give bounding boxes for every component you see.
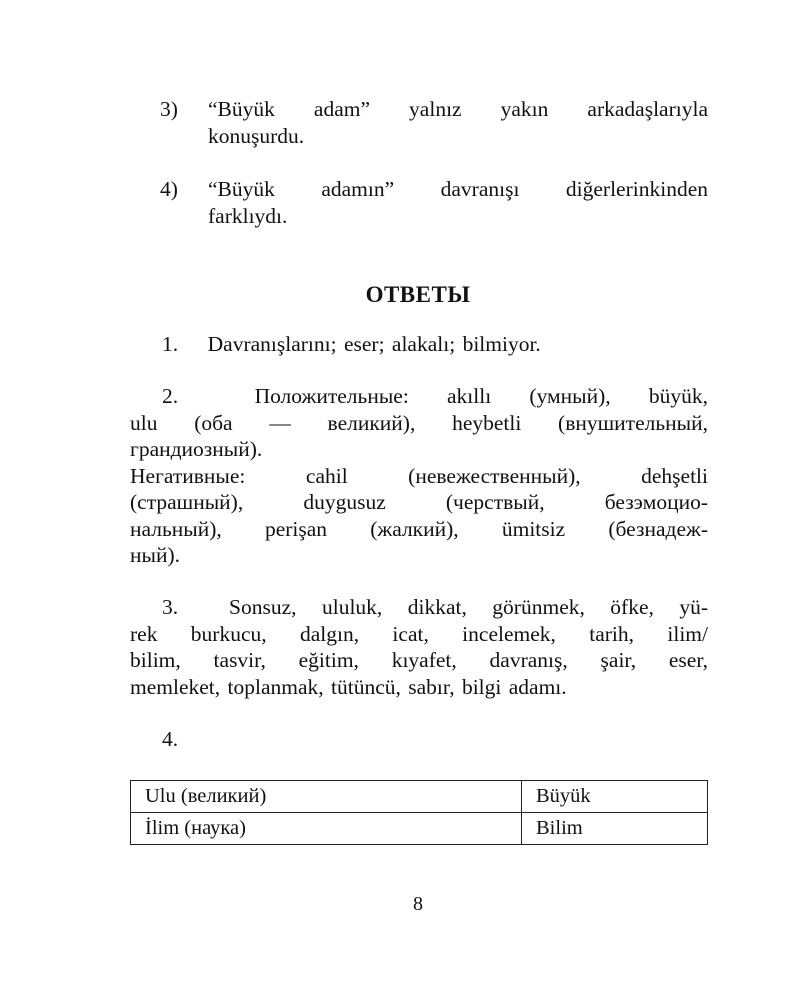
table-cell: Ulu (великий) (131, 781, 522, 813)
question-line: konuşurdu. (208, 123, 305, 148)
answer-paragraph: 1. Davranışlarını; eser; alakalı; bilmiyor. (162, 332, 541, 356)
question-line: “Büyük adam” yalnız yakın arkadaşlarıyla (208, 97, 708, 121)
vocabulary-table (130, 780, 708, 845)
answer-line: нальный), perişan (жалкий), ümitsiz (безнадеж- (130, 516, 708, 541)
answer-line-text: Негативные: cahil (невежественный), dehşetli (130, 463, 708, 488)
table-cell: İlim (наука) (131, 813, 522, 845)
answer-line: ulu (оба — великий), heybetli (внушительный, (130, 410, 708, 435)
question-item (160, 96, 708, 149)
question-line: “Büyük adamın” davranışı diğerlerinkinden (208, 177, 708, 201)
answer-line: bilim, tasvir, eğitim, kıyafet, davranış, şair, eser, (130, 648, 708, 672)
answer-paragraph-negative (130, 463, 708, 569)
answer-paragraph-positive (130, 383, 708, 410)
question-line: farklıydı. (208, 203, 288, 228)
question-text (208, 176, 708, 229)
answer-3 (130, 594, 708, 700)
answer-line: memleket, toplanmak, tütüncü, sabır, bilgi adamı. (130, 674, 567, 699)
answer-1 (130, 331, 708, 358)
answer-line: 3. Sonsuz, ululuk, dikkat, görünmek, öfke, yü- (162, 595, 708, 619)
question-number: 4) (160, 177, 178, 201)
question-number: 3) (160, 97, 178, 121)
section-heading: ОТВЕТЫ (365, 282, 471, 307)
table-cell: Büyük (522, 781, 708, 813)
table-row (131, 813, 708, 845)
question-text (208, 96, 708, 149)
table-cell: Bilim (522, 813, 708, 845)
answer-2 (130, 383, 708, 569)
table-row (131, 781, 708, 813)
answer-4: 4. (162, 727, 179, 751)
answer-line: 2. Положительные: akıllı (умный), büyük, (162, 384, 708, 408)
answer-line (130, 463, 708, 490)
question-item (160, 176, 708, 229)
page-number: 8 (413, 893, 423, 915)
answer-line: ный). (130, 543, 180, 567)
answer-line: rek burkucu, dalgın, icat, incelemek, tarih, ilim/ (130, 621, 708, 646)
answer-line: грандиозный). (130, 437, 263, 461)
answer-line: (страшный), duygusuz (черствый, безэмоцио- (130, 490, 708, 514)
